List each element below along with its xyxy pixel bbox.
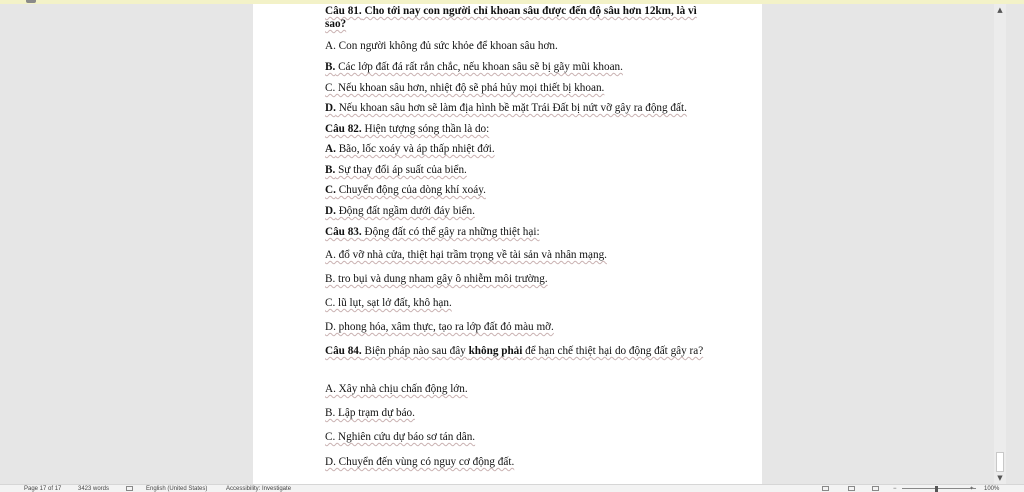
vertical-scrollbar[interactable] <box>994 4 1006 484</box>
read-mode-icon[interactable] <box>822 486 829 491</box>
question-82-text: Hiện tượng sóng thần là do: <box>361 123 490 135</box>
status-bar <box>0 484 1024 492</box>
word-count[interactable]: 3423 words <box>78 486 110 492</box>
zoom-slider-thumb[interactable] <box>935 486 938 492</box>
question-84 <box>325 345 720 358</box>
proofing-icon[interactable] <box>126 486 133 491</box>
question-83-text: Động đất có thể gây ra những thiệt hại: <box>361 226 540 238</box>
question-83-label: Câu 83. <box>325 226 362 238</box>
accessibility-status[interactable]: Accessibility: Investigate <box>226 486 292 492</box>
question-84-text-bold: không phải <box>468 345 523 357</box>
zoom-out-button[interactable]: − <box>893 486 897 492</box>
scroll-down-arrow-icon[interactable]: ▼ <box>997 474 1003 482</box>
scroll-up-arrow-icon[interactable]: ▲ <box>997 6 1003 14</box>
print-layout-icon[interactable] <box>848 486 855 491</box>
question-81-label: Câu 81. <box>325 5 362 17</box>
question-84-label: Câu 84. <box>325 345 362 357</box>
answer-84-d: D. Chuyển đến vùng có nguy cơ động đất. <box>325 456 515 468</box>
answer-81-b-key: B. <box>325 61 336 73</box>
answer-82-b-key: B. <box>325 164 336 176</box>
ribbon-collapse-handle[interactable] <box>26 0 36 3</box>
answer-82-a-key: A. <box>325 143 336 155</box>
answer-83-d: D. phong hóa, xâm thực, tạo ra lớp đất đỏ màu mỡ. <box>325 321 554 333</box>
answer-82-d-key: D. <box>325 205 336 217</box>
answer-82-a <box>325 143 720 156</box>
scroll-thumb[interactable] <box>996 452 1004 472</box>
answer-82-a-text: Bão, lốc xoáy và áp thấp nhiệt đới. <box>335 143 495 155</box>
answer-81-d-text: Nếu khoan sâu hơn sẽ làm địa hình bề mặt Trái Đất bị nứt vỡ gây ra động đất. <box>335 102 687 114</box>
question-82 <box>325 123 720 136</box>
answer-81-a: A. Con người không đủ sức khỏe để khoan sâu hơn. <box>325 40 558 52</box>
answer-82-d <box>325 205 720 218</box>
question-83 <box>325 226 720 239</box>
answer-82-b <box>325 164 720 177</box>
answer-81-c: C. Nếu khoan sâu hơn, nhiệt độ sẽ phá hủy mọi thiết bị khoan. <box>325 82 605 94</box>
zoom-level[interactable]: 100% <box>984 486 1000 492</box>
web-layout-icon[interactable] <box>872 486 879 491</box>
question-81 <box>325 5 720 31</box>
zoom-slider[interactable] <box>902 488 976 489</box>
answer-81-d-key: D. <box>325 102 336 114</box>
question-84-text-pre: Biện pháp nào sau đây <box>361 345 469 357</box>
answer-82-d-text: Động đất ngầm dưới đáy biển. <box>335 205 475 217</box>
document-page[interactable] <box>253 4 762 484</box>
language-indicator[interactable]: English (United States) <box>146 486 208 492</box>
question-82-label: Câu 82. <box>325 123 362 135</box>
answer-81-b-text: Các lớp đất đá rất rắn chắc, nếu khoan sâu sẽ bị gãy mũi khoan. <box>335 61 623 73</box>
answer-83-c: C. lũ lụt, sạt lở đất, khô hạn. <box>325 297 452 309</box>
answer-81-d <box>325 102 720 115</box>
zoom-in-button[interactable]: + <box>970 486 974 492</box>
answer-83-b: B. tro bụi và dung nham gây ô nhiễm môi trường. <box>325 273 548 285</box>
page-count[interactable]: Page 17 of 17 <box>24 486 62 492</box>
answer-84-b: B. Lập trạm dự báo. <box>325 407 415 419</box>
question-84-text-post: để hạn chế thiệt hại do động đất gây ra? <box>522 345 704 357</box>
answer-84-a: A. Xây nhà chịu chấn động lớn. <box>325 383 468 395</box>
answer-82-c-text: Chuyển động của dòng khí xoáy. <box>335 184 486 196</box>
question-81-text: Cho tới nay con người chỉ khoan sâu được đến độ sâu hơn 12km, là vì sao? <box>325 5 697 30</box>
answer-82-c <box>325 184 720 197</box>
answer-82-c-key: C. <box>325 184 336 196</box>
answer-82-b-text: Sự thay đổi áp suất của biển. <box>335 164 467 176</box>
answer-81-b <box>325 61 720 74</box>
answer-83-a: A. đổ vỡ nhà cửa, thiệt hại trầm trọng về tài sản và nhân mạng. <box>325 249 607 261</box>
answer-84-c: C. Nghiên cứu dự báo sơ tán dân. <box>325 431 476 443</box>
